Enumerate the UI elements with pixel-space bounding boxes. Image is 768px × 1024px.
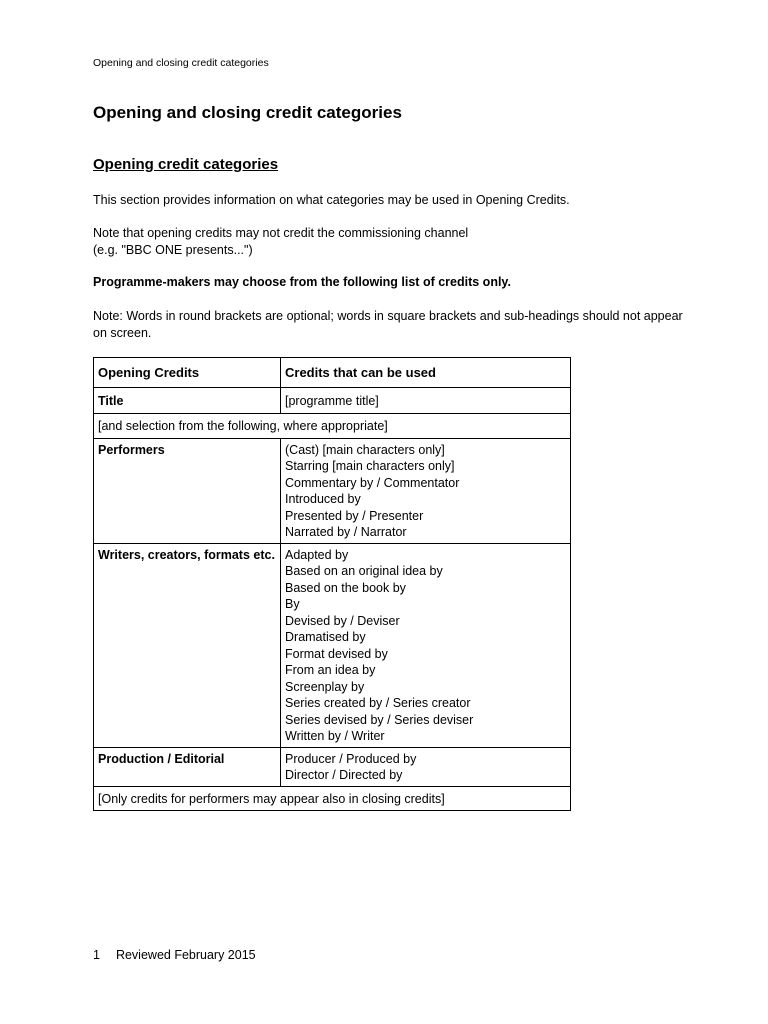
table-row-writers	[94, 543, 571, 747]
table-row-selection-note	[94, 414, 571, 439]
header-credits-used: Credits that can be used	[281, 358, 571, 388]
credit-item: Dramatised by	[285, 630, 366, 644]
commissioning-note-line: Note that opening credits may not credit the commissioning channel	[93, 226, 469, 240]
credit-item: Commentary by / Commentator	[285, 475, 460, 490]
credit-item: Based on the book by	[285, 580, 406, 595]
credit-item: Starring [main characters only]	[285, 459, 455, 473]
credit-item: (Cast) [main characters only]	[285, 442, 445, 457]
row-label-performers: Performers	[94, 438, 281, 543]
commissioning-note-example: (e.g. "BBC ONE presents...")	[93, 242, 253, 257]
header-opening-credits: Opening Credits	[94, 358, 281, 388]
credit-item: Based on an original idea by	[285, 564, 443, 578]
credit-item: Series created by / Series creator	[285, 696, 471, 710]
page-number: 1	[93, 948, 100, 962]
credit-item: Director / Directed by	[285, 768, 403, 782]
table-header-row	[94, 358, 571, 388]
table-row-production	[94, 747, 571, 786]
credit-item: Adapted by	[285, 547, 349, 562]
running-header: Opening and closing credit categories	[93, 57, 269, 69]
credit-item: Presented by / Presenter	[285, 508, 424, 523]
table-row-performers	[94, 438, 571, 543]
row-value-title: [programme title]	[281, 387, 571, 414]
table-row-closing-note	[94, 786, 571, 811]
row-label-writers: Writers, creators, formats etc.	[94, 543, 281, 747]
brackets-note: Note: Words in round brackets are optional; words in square brackets and sub-headings should not appear on screen.	[93, 309, 683, 340]
credit-item: Introduced by	[285, 492, 361, 506]
reviewed-date: Reviewed February 2015	[115, 948, 256, 962]
production-credits	[281, 747, 571, 786]
credit-item: Devised by / Deviser	[285, 613, 400, 628]
row-label-production: Production / Editorial	[94, 747, 281, 786]
section-title: Opening credit categories	[93, 156, 279, 173]
credits-table	[93, 357, 571, 811]
credit-item: Written by / Writer	[285, 729, 385, 743]
closing-note: [Only credits for performers may appear also in closing credits]	[94, 786, 571, 811]
page-title: Opening and closing credit categories	[93, 103, 402, 122]
row-label-title: Title	[94, 387, 281, 414]
credit-item: From an idea by	[285, 663, 376, 677]
credit-item: Producer / Produced by	[285, 751, 417, 766]
credit-item: Narrated by / Narrator	[285, 525, 407, 539]
selection-note: [and selection from the following, where appropriate]	[94, 414, 571, 439]
credit-item: Format devised by	[285, 646, 388, 661]
credit-item: Series devised by / Series deviser	[285, 712, 474, 727]
choose-statement: Programme-makers may choose from the following list of credits only.	[93, 275, 511, 289]
credit-item: Screenplay by	[285, 679, 365, 694]
credit-item: By	[285, 597, 300, 611]
table-row-title	[94, 387, 571, 414]
page-footer	[93, 948, 256, 962]
intro-paragraph: This section provides information on what categories may be used in Opening Credits.	[93, 193, 570, 207]
performers-credits	[281, 438, 571, 543]
commissioning-note	[93, 225, 683, 258]
writers-credits	[281, 543, 571, 747]
